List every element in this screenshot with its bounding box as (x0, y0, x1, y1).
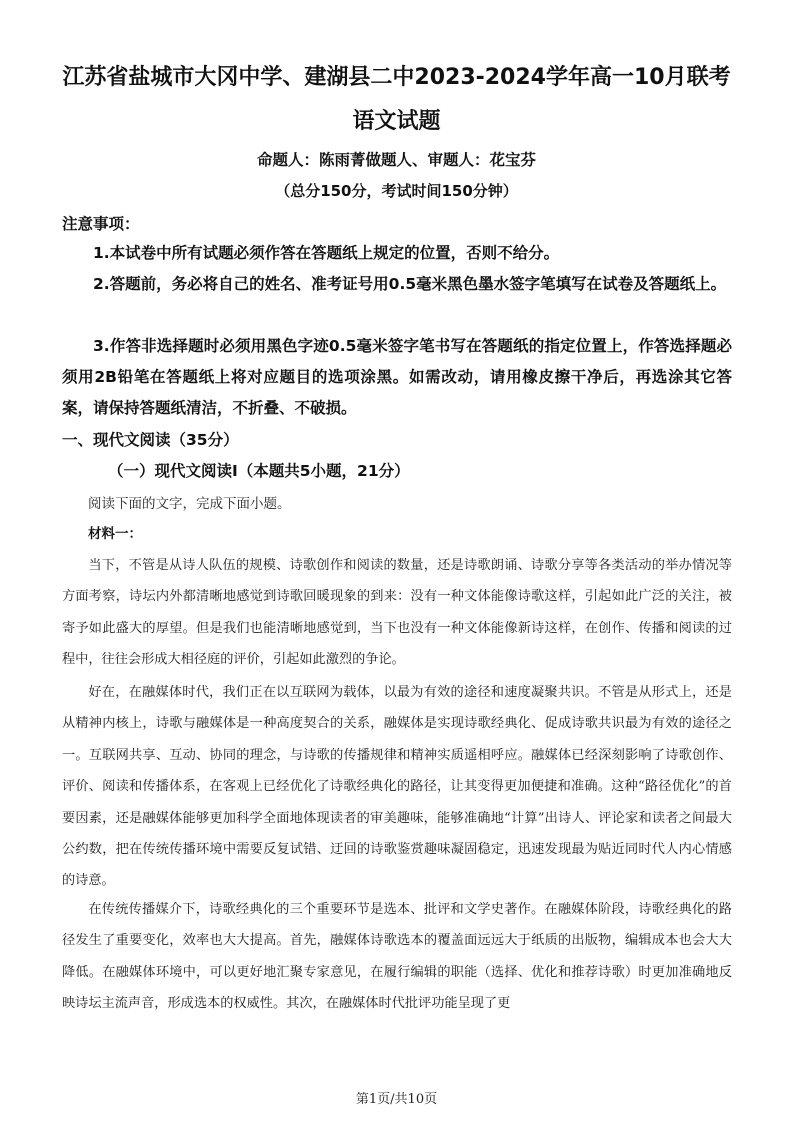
passage-paragraph (62, 677, 732, 897)
notice-item (62, 269, 732, 300)
paragraph-text: 当下，不管是从诗人队伍的规模、诗歌创作和阅读的数量，还是诗歌朗诵、诗歌分享等各类活动的举办情况等方面考察，诗坛内外都清晰地感觉到诗歌回暖现象的到来：没有一种文体能像诗歌这样，引起如此广泛的关注，被寄予如此盛大的厚望。但是我们也能清晰地感觉到，当下也没有一种文体能像新诗这样，在创作、传播和阅读的过程中，往往会形成大相径庭的评价，引起如此激烈的争论。 (62, 558, 732, 668)
notice-item (62, 238, 732, 269)
material-label: 材料一： (88, 526, 142, 542)
section-heading: 一、现代文阅读（35分） (62, 431, 239, 449)
page-indicator: 第1页/共10页 (355, 1092, 438, 1107)
paragraph-text: 好在，在融媒体时代，我们正在以互联网为载体，以最为有效的途径和速度凝聚共识。不管是从形式上，还是从精神内核上，诗歌与融媒体是一种高度契合的关系，融媒体是实现诗歌经典化、促成诗歌共识最为有效的途径之一。互联网共享、互动、协同的理念，与诗歌的传播规律和精神实质遥相呼应。融媒体已经深刻影响了诗歌创作、评价、阅读和传播体系，在客观上已经优化了诗歌经典化的路径，让其变得更加便捷和准确。这种“路径优化”的首要因素，还是融媒体能够更加科学全面地体现读者的审美趣味，能够准确地“计算”出诗人、评论家和读者之间最大公约数，把在传统传播环境中需要反复试错、迂回的诗歌鉴赏趣味凝固稳定，迅速发现最为贴近同时代人内心情感的诗意。 (62, 685, 732, 889)
notice-item-text: 1.本试卷中所有试题必须作答在答题纸上规定的位置，否则不给分。 (93, 244, 560, 262)
reading-instruction: 阅读下面的文字，完成下面小题。 (88, 496, 291, 512)
passage-paragraph (62, 550, 732, 676)
notice-heading: 注意事项： (62, 215, 140, 233)
exam-authors: 命题人：陈雨菁做题人、审题人：花宝芬 (256, 151, 536, 169)
notice-item (62, 331, 732, 424)
paragraph-text: 在传统传播媒介下，诗歌经典化的三个重要环节是选本、批评和文学史著作。在融媒体阶段，诗歌经典化的路径发生了重要变化，效率也大大提高。首先，融媒体诗歌选本的覆盖面远远大于纸质的出版物，编辑成本也会大大降低。在融媒体环境中，可以更好地汇聚专家意见，在履行编辑的职能（选择、优化和推荐诗歌）时更加准确地反映诗坛主流声音，形成选本的权威性。其次，在融媒体时代批评功能呈现了更 (62, 902, 732, 1012)
exam-title: 江苏省盐城市大冈中学、建湖县二中2023-2024学年高一10月联考 (62, 65, 731, 90)
section-subheading: （一）现代文阅读Ⅰ（本题共5小题，21分） (108, 462, 410, 480)
notice-item-text: 3.作答非选择题时必须用黑色字迹0.5毫米签字笔书写在答题纸的指定位置上，作答选择题必须用2B铅笔在答题纸上将对应题目的选项涂黑。如需改动，请用橡皮擦干净后，再选涂其它答案，请保持答题纸清洁，不折叠、不破损。 (62, 337, 732, 417)
passage-paragraph (62, 894, 732, 1020)
notice-item-text: 2.答题前，务必将自己的姓名、准考证号用0.5毫米黑色墨水签字笔填写在试卷及答题纸上。 (93, 275, 727, 293)
exam-subject-title: 语文试题 (352, 109, 441, 134)
exam-score-time: （总分150分，考试时间150分钟） (275, 182, 518, 200)
